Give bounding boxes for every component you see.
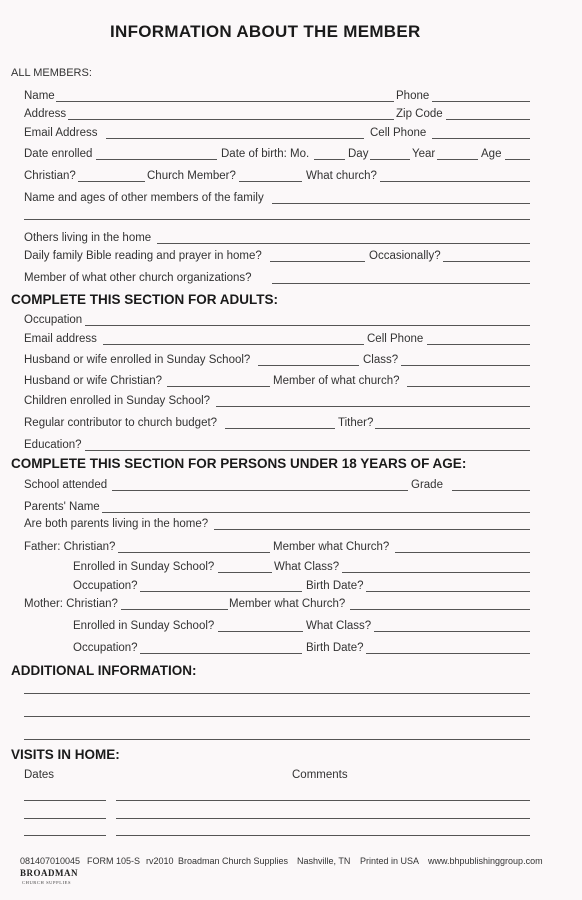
school-field[interactable]	[112, 490, 408, 491]
adults-heading: COMPLETE THIS SECTION FOR ADULTS:	[11, 292, 278, 307]
phone-label: Phone	[396, 90, 430, 102]
occasionally-field[interactable]	[443, 261, 530, 262]
mother-birth-label: Birth Date?	[306, 642, 364, 654]
year-label: Year	[412, 148, 436, 160]
mother-ss-label: Enrolled in Sunday School?	[73, 620, 215, 632]
dates-label: Dates	[24, 769, 55, 781]
education-field[interactable]	[85, 450, 530, 451]
footer-printed: Printed in USA	[360, 856, 420, 866]
school-label: School attended	[24, 479, 108, 491]
zip-label: Zip Code	[396, 108, 443, 120]
mother-class-field[interactable]	[374, 631, 530, 632]
all-members-heading: ALL MEMBERS:	[11, 67, 92, 79]
father-christian-field[interactable]	[118, 552, 270, 553]
additional-line-2[interactable]	[24, 716, 530, 717]
father-church-label: Member what Church?	[273, 541, 390, 553]
children-ss-field[interactable]	[216, 406, 530, 407]
member-church-field[interactable]	[407, 386, 530, 387]
dob-month-field[interactable]	[314, 159, 345, 160]
minors-heading: COMPLETE THIS SECTION FOR PERSONS UNDER 18 YEARS OF AGE:	[11, 456, 467, 471]
mother-church-field[interactable]	[350, 609, 530, 610]
email-field[interactable]	[106, 138, 364, 139]
name-field[interactable]	[56, 101, 394, 102]
day-label: Day	[348, 148, 369, 160]
date-enrolled-label: Date enrolled	[24, 148, 93, 160]
footer-form: FORM 105-S	[87, 856, 141, 866]
bible-field[interactable]	[270, 261, 365, 262]
cell-label: Cell Phone	[370, 127, 427, 139]
address-field[interactable]	[68, 119, 394, 120]
spouse-ss-label: Husband or wife enrolled in Sunday School?	[24, 354, 251, 366]
age-field[interactable]	[505, 159, 530, 160]
footer-rev: rv2010	[146, 856, 174, 866]
mother-birth-field[interactable]	[366, 653, 530, 654]
date-enrolled-field[interactable]	[96, 159, 217, 160]
mother-occupation-label: Occupation?	[73, 642, 138, 654]
broadman-logo-subtitle: CHURCH SUPPLIES	[22, 880, 72, 885]
visit-comment-line-3[interactable]	[116, 835, 530, 836]
father-occupation-label: Occupation?	[73, 580, 138, 592]
age-label: Age	[481, 148, 502, 160]
email-label: Email Address	[24, 127, 98, 139]
footer-city: Nashville, TN	[297, 856, 351, 866]
spouse-christian-label: Husband or wife Christian?	[24, 375, 163, 387]
education-label: Education?	[24, 439, 82, 451]
both-parents-field[interactable]	[214, 529, 530, 530]
member-church-label: Member of what church?	[273, 375, 400, 387]
comments-label: Comments	[292, 769, 348, 781]
father-class-field[interactable]	[342, 572, 530, 573]
orgs-label: Member of what other church organizations?	[24, 272, 252, 284]
what-church-label: What church?	[306, 170, 377, 182]
father-ss-label: Enrolled in Sunday School?	[73, 561, 215, 573]
spouse-ss-field[interactable]	[258, 365, 359, 366]
phone-field[interactable]	[432, 101, 530, 102]
grade-label: Grade	[411, 479, 443, 491]
father-church-field[interactable]	[395, 552, 530, 553]
family-field[interactable]	[272, 203, 530, 204]
others-label: Others living in the home	[24, 232, 152, 244]
mother-church-label: Member what Church?	[229, 598, 346, 610]
day-field[interactable]	[370, 159, 410, 160]
occupation-field[interactable]	[85, 325, 530, 326]
address-label: Address	[24, 108, 67, 120]
christian-field[interactable]	[78, 181, 145, 182]
church-member-label: Church Member?	[147, 170, 236, 182]
tither-field[interactable]	[375, 428, 530, 429]
footer-publisher: Broadman Church Supplies	[178, 856, 289, 866]
family-field-line-2[interactable]	[24, 219, 530, 220]
others-field[interactable]	[157, 243, 530, 244]
visit-date-line-1[interactable]	[24, 800, 106, 801]
zip-field[interactable]	[446, 119, 530, 120]
both-parents-label: Are both parents living in the home?	[24, 518, 209, 530]
christian-label: Christian?	[24, 170, 76, 182]
dob-label: Date of birth: Mo.	[221, 148, 310, 160]
father-class-label: What Class?	[274, 561, 340, 573]
adult-email-field[interactable]	[103, 344, 364, 345]
additional-line-3[interactable]	[24, 739, 530, 740]
visit-comment-line-2[interactable]	[116, 818, 530, 819]
broadman-logo: BROADMAN	[20, 868, 78, 878]
adult-email-label: Email address	[24, 333, 97, 345]
contributor-label: Regular contributor to church budget?	[24, 417, 218, 429]
parents-name-label: Parents' Name	[24, 501, 100, 513]
church-member-field[interactable]	[239, 181, 302, 182]
year-field[interactable]	[437, 159, 478, 160]
class-field[interactable]	[401, 365, 530, 366]
father-birth-field[interactable]	[366, 591, 530, 592]
parents-name-field[interactable]	[102, 512, 530, 513]
name-label: Name	[24, 90, 55, 102]
visit-date-line-2[interactable]	[24, 818, 106, 819]
orgs-field[interactable]	[272, 283, 530, 284]
what-church-field[interactable]	[380, 181, 530, 182]
mother-ss-field[interactable]	[218, 631, 303, 632]
adult-cell-field[interactable]	[427, 344, 530, 345]
father-birth-label: Birth Date?	[306, 580, 364, 592]
family-label: Name and ages of other members of the family	[24, 192, 264, 204]
children-ss-label: Children enrolled in Sunday School?	[24, 395, 211, 407]
occasionally-label: Occasionally?	[369, 250, 441, 262]
father-ss-field[interactable]	[218, 572, 272, 573]
spouse-christian-field[interactable]	[167, 386, 270, 387]
contributor-field[interactable]	[225, 428, 335, 429]
father-occupation-field[interactable]	[140, 591, 302, 592]
occupation-label: Occupation	[24, 314, 83, 326]
mother-class-label: What Class?	[306, 620, 372, 632]
adult-cell-label: Cell Phone	[367, 333, 424, 345]
mother-christian-label: Mother: Christian?	[24, 598, 118, 610]
grade-field[interactable]	[452, 490, 530, 491]
bible-label: Daily family Bible reading and prayer in home?	[24, 250, 262, 262]
class-label: Class?	[363, 354, 399, 366]
cell-field[interactable]	[432, 138, 530, 139]
mother-occupation-field[interactable]	[140, 653, 302, 654]
additional-heading: ADDITIONAL INFORMATION:	[11, 663, 197, 678]
mother-christian-field[interactable]	[121, 609, 228, 610]
father-christian-label: Father: Christian?	[24, 541, 116, 553]
visits-heading: VISITS IN HOME:	[11, 747, 120, 762]
page-title: INFORMATION ABOUT THE MEMBER	[110, 22, 421, 41]
footer-code: 081407010045	[20, 856, 81, 866]
visit-date-line-3[interactable]	[24, 835, 106, 836]
visit-comment-line-1[interactable]	[116, 800, 530, 801]
footer-url: www.bhpublishinggroup.com	[428, 856, 543, 866]
additional-line-1[interactable]	[24, 693, 530, 694]
tither-label: Tither?	[338, 417, 374, 429]
